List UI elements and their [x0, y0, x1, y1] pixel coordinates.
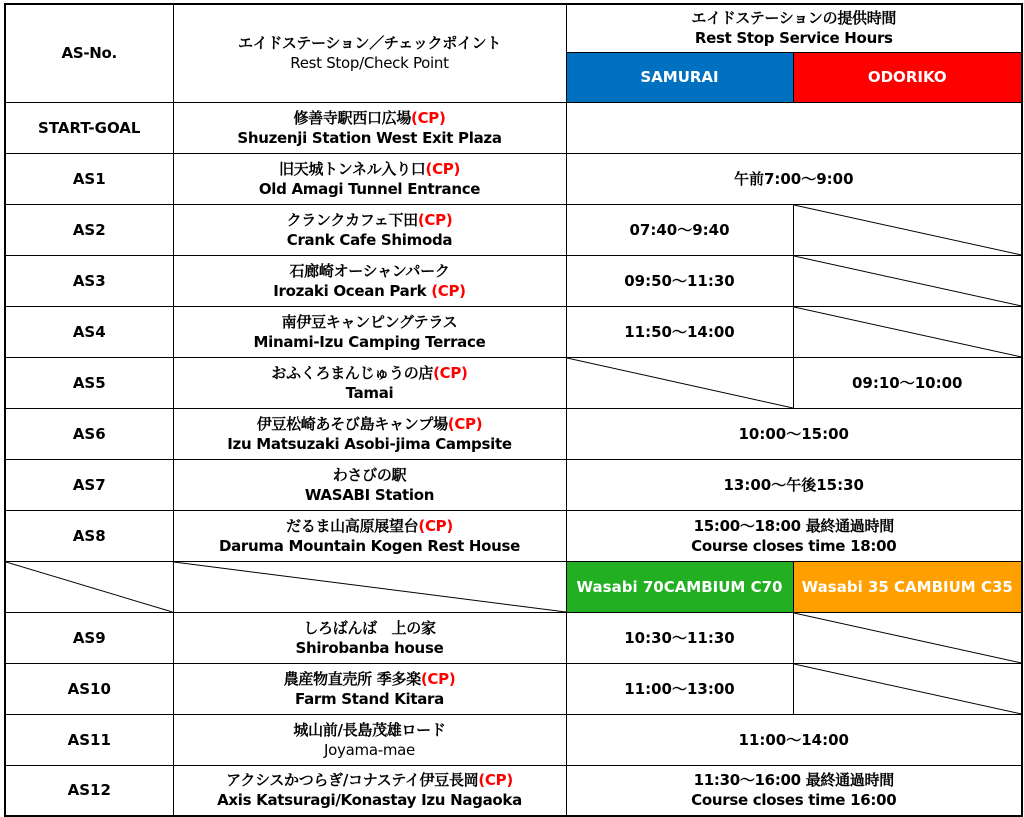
- table-row: [5, 510, 1022, 561]
- header-odoriko: ODORIKO: [793, 52, 1022, 102]
- as-number: AS5: [5, 357, 173, 408]
- table-row: [5, 306, 1022, 357]
- table-row: [5, 204, 1022, 255]
- course-header-row: [5, 561, 1022, 612]
- as-number: AS6: [5, 408, 173, 459]
- wasabi70-hours: 10:30～11:30: [566, 612, 793, 663]
- as-number: AS1: [5, 153, 173, 204]
- empty-diagonal-cell: [5, 561, 173, 612]
- service-hours: 午前7:00～9:00: [566, 153, 1022, 204]
- not-applicable-cell: [793, 204, 1022, 255]
- table-row: [5, 255, 1022, 306]
- not-applicable-cell: [793, 306, 1022, 357]
- as-number: START-GOAL: [5, 102, 173, 153]
- header-rest-stop: エイドステーション／チェックポイント Rest Stop/Check Point: [173, 4, 566, 102]
- samurai-hours: 07:40～9:40: [566, 204, 793, 255]
- not-applicable-cell: [793, 663, 1022, 714]
- samurai-hours: 09:50～11:30: [566, 255, 793, 306]
- service-hours: 11:30～16:00 最終通過時間 Course closes time 16:00: [566, 765, 1022, 816]
- service-hours: 11:00～14:00: [566, 714, 1022, 765]
- wasabi70-hours: 11:00～13:00: [566, 663, 793, 714]
- as-number: AS10: [5, 663, 173, 714]
- stop-name: 農産物直売所 季多楽(CP) Farm Stand Kitara: [173, 663, 566, 714]
- as-number: AS9: [5, 612, 173, 663]
- table-row: [5, 459, 1022, 510]
- as-number: AS7: [5, 459, 173, 510]
- header-as-no: AS-No.: [5, 4, 173, 102]
- header-wasabi35: Wasabi 35 CAMBIUM C35: [793, 561, 1022, 612]
- service-hours: 10:00～15:00: [566, 408, 1022, 459]
- as-number: AS8: [5, 510, 173, 561]
- table-row: [5, 663, 1022, 714]
- stop-name: アクシスかつらぎ/コナステイ伊豆長岡(CP) Axis Katsuragi/Konastay Izu Nagaoka: [173, 765, 566, 816]
- as-number: AS4: [5, 306, 173, 357]
- stop-name: 旧天城トンネル入り口(CP) Old Amagi Tunnel Entrance: [173, 153, 566, 204]
- table-row: [5, 408, 1022, 459]
- header-wasabi70: Wasabi 70CAMBIUM C70: [566, 561, 793, 612]
- stop-name: 石廊崎オーシャンパーク Irozaki Ocean Park (CP): [173, 255, 566, 306]
- table-row: [5, 612, 1022, 663]
- not-applicable-cell: [793, 612, 1022, 663]
- header-samurai: SAMURAI: [566, 52, 793, 102]
- table-row: [5, 102, 1022, 153]
- stop-name: 伊豆松崎あそび島キャンプ場(CP) Izu Matsuzaki Asobi-jima Campsite: [173, 408, 566, 459]
- stop-name: おふくろまんじゅうの店(CP) Tamai: [173, 357, 566, 408]
- stop-name: しろばんば 上の家 Shirobanba house: [173, 612, 566, 663]
- rest-stop-table: [4, 3, 1023, 817]
- table-row: [5, 357, 1022, 408]
- as-number: AS12: [5, 765, 173, 816]
- header-service-hours: エイドステーションの提供時間 Rest Stop Service Hours: [566, 4, 1022, 52]
- stop-name: わさびの駅 WASABI Station: [173, 459, 566, 510]
- service-hours: [566, 102, 1022, 153]
- empty-diagonal-cell: [173, 561, 566, 612]
- service-hours: 15:00～18:00 最終通過時間 Course closes time 18:00: [566, 510, 1022, 561]
- table-row: [5, 765, 1022, 816]
- stop-name: だるま山高原展望台(CP) Daruma Mountain Kogen Rest House: [173, 510, 566, 561]
- stop-name: 修善寺駅西口広場(CP) Shuzenji Station West Exit Plaza: [173, 102, 566, 153]
- samurai-hours: 11:50～14:00: [566, 306, 793, 357]
- stop-name: 南伊豆キャンピングテラス Minami-Izu Camping Terrace: [173, 306, 566, 357]
- stop-name: クランクカフェ下田(CP) Crank Cafe Shimoda: [173, 204, 566, 255]
- stop-name: 城山前/長島茂雄ロード Joyama-mae: [173, 714, 566, 765]
- odoriko-hours: 09:10～10:00: [793, 357, 1022, 408]
- as-number: AS3: [5, 255, 173, 306]
- as-number: AS2: [5, 204, 173, 255]
- service-hours: 13:00～午後15:30: [566, 459, 1022, 510]
- table-row: [5, 714, 1022, 765]
- as-number: AS11: [5, 714, 173, 765]
- not-applicable-cell: [793, 255, 1022, 306]
- table-row: [5, 153, 1022, 204]
- not-applicable-cell: [566, 357, 793, 408]
